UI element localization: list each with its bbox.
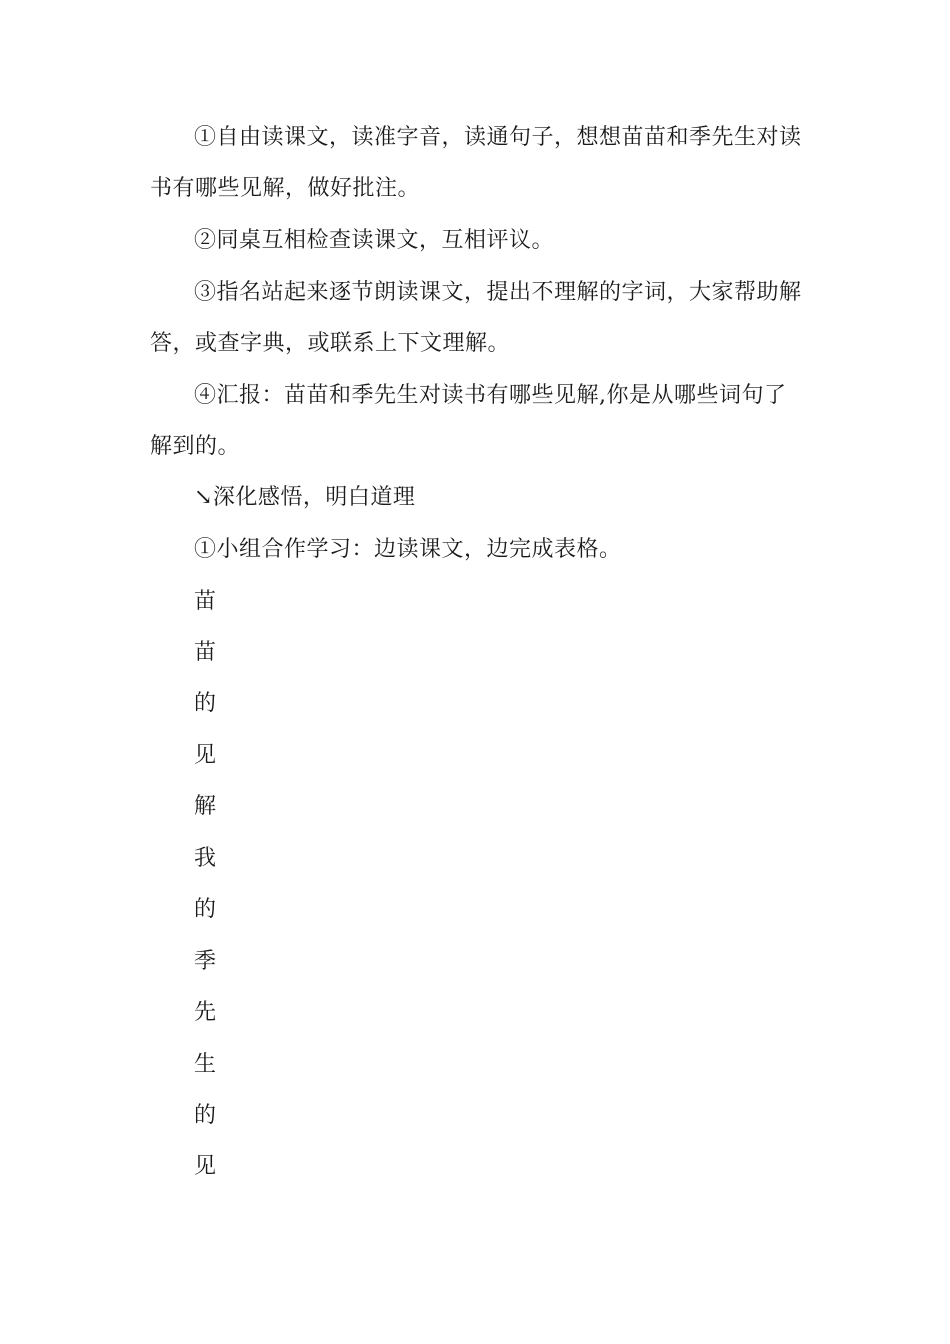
paragraph-2-line-1: ②同桌互相检查读课文，互相评议。 [194,228,555,253]
vertical-char: 季 [194,949,217,974]
vertical-char: 苗 [194,589,217,614]
vertical-char: 的 [194,1103,217,1128]
vertical-char: 的 [194,897,217,922]
vertical-char: 先 [194,1000,217,1025]
paragraph-4-line-1: ④汇报：苗苗和季先生对读书有哪些见解,你是从哪些词句了 [194,383,787,408]
vertical-char: 见 [194,743,217,768]
vertical-char: 生 [194,1052,217,1077]
paragraph-4-line-2: 解到的。 [150,434,241,459]
paragraph-1-line-2: 书有哪些见解，做好批注。 [150,176,421,201]
paragraph-1-line-1: ①自由读课文，读准字音，读通句子，想想苗苗和季先生对读 [194,125,802,150]
section-heading: ↘深化感悟，明白道理 [194,485,416,510]
paragraph-6-line-1: ①小组合作学习：边读课文，边完成表格。 [194,537,622,562]
paragraph-3-line-1: ③指名站起来逐节朗读课文，提出不理解的字词，大家帮助解 [194,280,802,305]
vertical-char: 的 [194,691,217,716]
vertical-char: 我 [194,846,217,871]
vertical-char: 解 [194,794,217,819]
paragraph-3-line-2: 答，或查字典，或联系上下文理解。 [150,331,511,356]
vertical-char: 见 [194,1154,217,1179]
vertical-char: 苗 [194,640,217,665]
